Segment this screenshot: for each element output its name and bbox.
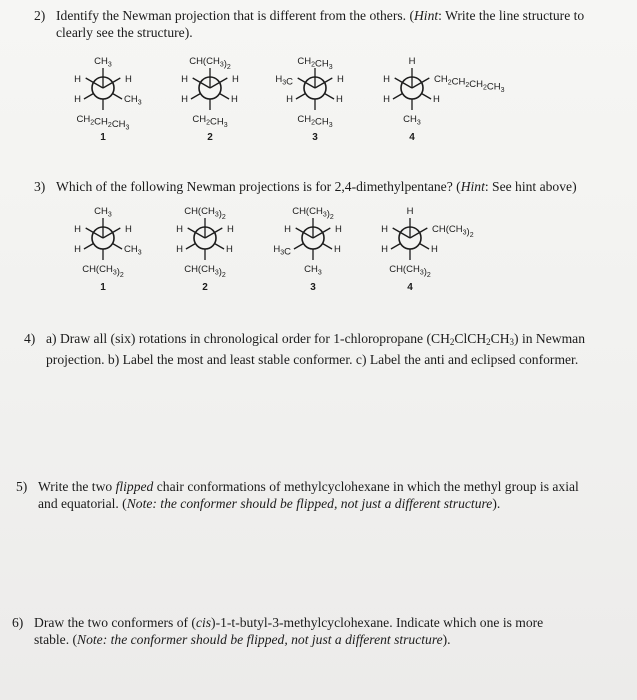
question-text-line2: stable. (: [34, 632, 78, 647]
option-number: 3: [312, 132, 318, 143]
newman-projection-3: [273, 206, 342, 293]
back-bond: [420, 244, 430, 250]
back-left-label: H: [74, 94, 81, 105]
option-number: 4: [409, 132, 415, 143]
back-left-label: H: [381, 244, 388, 255]
question-6: [12, 614, 624, 648]
front-bond: [393, 228, 410, 238]
question-3: [34, 178, 629, 195]
front-left-label: H: [181, 74, 188, 85]
question-text-part: chair conformations of methylcyclohexane in which the methyl group is axial: [153, 479, 579, 494]
back-right-label: H: [433, 94, 440, 105]
question-4: [24, 330, 624, 368]
front-bond: [210, 78, 227, 88]
front-bond: [103, 78, 120, 88]
q2-newman-projections: [0, 52, 637, 162]
back-bond: [296, 94, 306, 100]
question-text-part: )-1-t-butyl-3-methylcyclohexane. Indicate which one is more: [211, 615, 544, 630]
question-text-end: : Write the line structure to: [438, 8, 585, 23]
back-right-label: H: [336, 94, 343, 105]
back-left-label: H: [181, 94, 188, 105]
subscript: 2: [449, 337, 455, 347]
question-2: [34, 7, 624, 41]
front-bond: [193, 78, 210, 88]
front-right-label: $CH(CH_3)_2$: [432, 224, 474, 239]
back-bond: [220, 94, 230, 100]
back-bond: [391, 244, 401, 250]
front-left-label: H: [74, 224, 81, 235]
back-left-label: H: [286, 94, 293, 105]
newman-projection-2: [176, 206, 234, 293]
option-number: 1: [100, 132, 106, 143]
back-bond: [393, 94, 403, 100]
back-bottom-label: $CH(CH_3)_2$: [389, 264, 431, 279]
back-bond: [186, 244, 196, 250]
front-top-label: H: [408, 56, 416, 67]
front-top-label: $CH(CH_3)_2$: [189, 56, 231, 71]
back-bond: [422, 94, 432, 100]
front-right-label: H: [125, 74, 132, 85]
back-right-label: H: [226, 244, 233, 255]
front-left-label: H: [284, 224, 291, 235]
question-text-part: ) in Newman: [514, 331, 586, 346]
front-top-label: $CH_3$: [94, 206, 112, 219]
front-top-label: $CH_3$: [94, 56, 112, 69]
back-left-label: H: [74, 244, 81, 255]
back-bond: [325, 94, 335, 100]
back-left-label: H: [176, 244, 183, 255]
back-bottom-label: $CH_3$: [403, 114, 421, 127]
back-bottom-label: $CH(CH_3)_2$: [184, 264, 226, 279]
question-text: Which of the following Newman projections is for 2,4-dimethylpentane? (: [56, 179, 461, 194]
front-bond: [296, 228, 313, 238]
front-bond: [395, 78, 412, 88]
hint-label: Hint: [460, 179, 485, 194]
back-bond: [215, 244, 225, 250]
front-left-label: H: [383, 74, 390, 85]
back-bond: [113, 94, 123, 100]
front-top-label: $CH(CH_3)_2$: [292, 206, 334, 221]
back-bond: [294, 244, 304, 250]
back-right-label: $CH_3$: [124, 244, 142, 257]
back-right-label: H: [334, 244, 341, 255]
newman-projection-3: [275, 56, 344, 143]
back-bottom-label: $CH_2CH_3$: [192, 114, 228, 129]
question-text-end: : See hint above): [484, 179, 577, 194]
front-right-label: H: [125, 224, 132, 235]
emphasis: flipped: [115, 479, 154, 494]
question-text-end: ).: [442, 632, 451, 647]
question-text: a) Draw all (six) rotations in chronological order for 1-chloropropane (CH: [46, 331, 450, 346]
front-top-label: H: [406, 206, 414, 217]
front-left-label: H: [381, 224, 388, 235]
front-bond: [410, 228, 427, 238]
option-number: 1: [100, 282, 106, 293]
front-bond: [86, 228, 103, 238]
front-top-label: $CH_2CH_3$: [297, 56, 333, 71]
hint-label: Hint: [413, 8, 439, 23]
front-right-label: H: [335, 224, 342, 235]
front-bond: [315, 78, 332, 88]
newman-projection-1: [74, 56, 142, 143]
question-number: 2): [34, 8, 46, 23]
question-text-part: CH: [490, 331, 510, 346]
front-left-label: $H_3C$: [275, 74, 293, 88]
question-number: 5): [16, 479, 28, 494]
back-bottom-label: $CH_2CH_3$: [297, 114, 333, 129]
option-number: 3: [310, 282, 316, 293]
back-right-label: H: [231, 94, 238, 105]
question-text-line2: projection. b) Label the most and least stable conformer. c) Label the anti and eclipsed conformer.: [46, 352, 579, 367]
note-text: Note: the conformer should be flipped, not just a different structure: [77, 632, 443, 647]
note-text: Note: the conformer should be flipped, not just a different structure: [126, 496, 493, 511]
front-bond: [298, 78, 315, 88]
back-left-label: $H_3C$: [273, 244, 291, 258]
question-number: 6): [12, 615, 24, 630]
option-number: 2: [202, 282, 208, 293]
back-bottom-label: $CH(CH_3)_2$: [82, 264, 124, 279]
newman-projection-4: [381, 206, 474, 293]
subscript: 3: [509, 337, 515, 347]
question-text-end: ).: [492, 496, 501, 511]
front-bond: [103, 228, 120, 238]
front-right-label: H: [337, 74, 344, 85]
front-bond: [412, 78, 429, 88]
front-bond: [313, 228, 330, 238]
front-right-label: H: [232, 74, 239, 85]
question-text-part: ClCH: [454, 331, 487, 346]
front-right-label: H: [227, 224, 234, 235]
front-right-label: $CH_2CH_2CH_2CH_3$: [434, 74, 505, 94]
newman-projection-2: [181, 56, 239, 143]
back-right-label: $CH_3$: [124, 94, 142, 107]
question-text-line2: clearly see the structure).: [56, 25, 193, 40]
question-text: Identify the Newman projection that is different from the others. (: [56, 8, 414, 23]
front-left-label: H: [176, 224, 183, 235]
back-bond: [113, 244, 123, 250]
q3-newman-projections: [0, 200, 637, 310]
question-number: 4): [24, 331, 36, 346]
front-left-label: H: [74, 74, 81, 85]
back-bond: [191, 94, 201, 100]
option-number: 2: [207, 132, 213, 143]
question-number: 3): [34, 179, 46, 194]
emphasis: cis: [195, 615, 212, 630]
option-number: 4: [407, 282, 413, 293]
question-5: [16, 478, 628, 512]
back-bottom-label: $CH_2CH_2CH_3$: [76, 114, 130, 132]
back-bond: [84, 244, 94, 250]
front-bond: [86, 78, 103, 88]
back-bond: [84, 94, 94, 100]
back-right-label: H: [431, 244, 438, 255]
front-bond: [205, 228, 222, 238]
front-top-label: $CH(CH_3)_2$: [184, 206, 226, 221]
newman-projection-1: [74, 206, 142, 293]
question-text: Draw the two conformers of (: [34, 615, 196, 630]
back-bottom-label: $CH_3$: [304, 264, 322, 277]
question-text: Write the two: [38, 479, 116, 494]
newman-projection-4: [383, 56, 505, 143]
back-bond: [323, 244, 333, 250]
question-text-line2: and equatorial. (: [38, 496, 127, 511]
back-left-label: H: [383, 94, 390, 105]
subscript: 2: [486, 337, 491, 347]
front-bond: [188, 228, 205, 238]
